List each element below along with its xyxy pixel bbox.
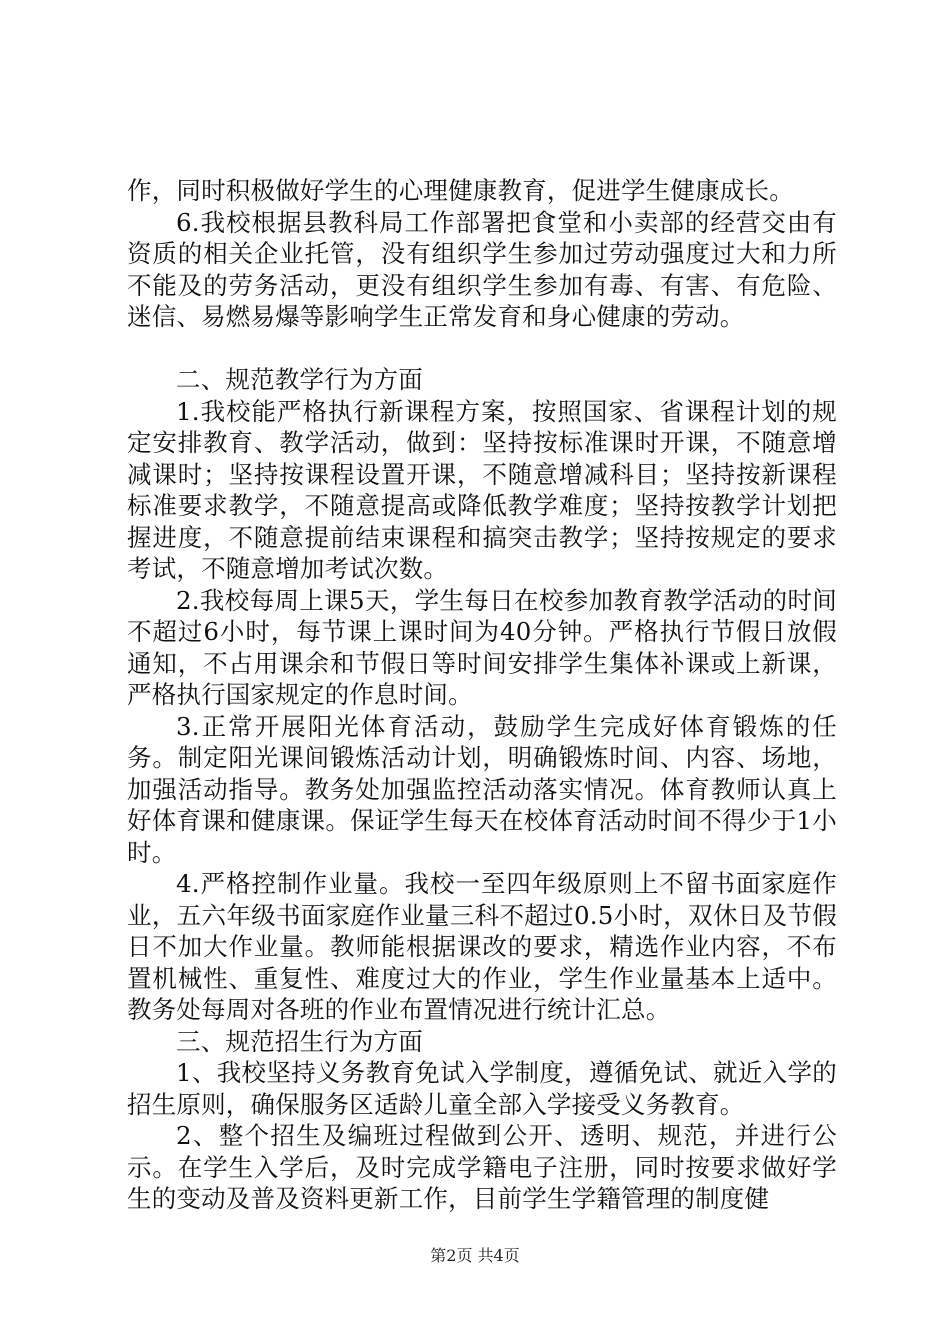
paragraph-continuation: 作，同时积极做好学生的心理健康教育，促进学生健康成长。 <box>127 176 794 205</box>
paragraph-teaching-2: 2.我校每周上课5天，学生每日在校参加教育教学活动的时间不超过6小时，每节课上课时间为40分钟。严格执行节假日放假通知，不占用课余和节假日等时间安排学生集体补课或上新课，严格执行国家规定的作息时间。 <box>127 585 837 709</box>
paragraph-item-6: 6.我校根据县教科局工作部署把食堂和小卖部的经营交由有资质的相关企业托管，没有组织学生参加过劳动强度过大和力所不能及的劳务活动，更没有组织学生参加有毒、有害、有危险、迷信、易燃易爆等影响学生正常发育和身心健康的劳动。 <box>127 207 837 331</box>
paragraph-gap <box>127 333 837 365</box>
paragraph-teaching-4: 4.严格控制作业量。我校一至四年级原则上不留书面家庭作业，五六年级书面家庭作业量三科不超过0.5小时，双休日及节假日不加大作业量。教师能根据课改的要求，精选作业内容，不布置机械性、重复性、难度过大的作业，学生作业量基本上适中。教务处每周对各班的作业布置情况进行统计汇总。 <box>127 869 837 1024</box>
section-heading-teaching: 二、规范教学行为方面 <box>176 365 423 394</box>
section-heading-enrollment: 三、规范招生行为方面 <box>176 1026 423 1056</box>
page-footer <box>0 1243 950 1266</box>
paragraph-teaching-3: 3.正常开展阳光体育活动，鼓励学生完成好体育锻炼的任务。制定阳光课间锻炼活动计划，明确锻炼时间、内容、场地，加强活动指导。教务处加强监控活动落实情况。体育教师认真上好体育课和健康课。保证学生每天在校体育活动时间不得少于1小时。 <box>127 711 837 867</box>
document-body <box>127 175 837 1215</box>
paragraph-enrollment-1: 1、我校坚持义务教育免试入学制度，遵循免试、就近入学的招生原则，确保服务区适龄儿童全部入学接受义务教育。 <box>127 1058 837 1119</box>
paragraph-enrollment-2: 2、整个招生及编班过程做到公开、透明、规范，并进行公示。在学生入学后，及时完成学籍电子注册，同时按要求做好学生的变动及普及资料更新工作，目前学生学籍管理的制度健 <box>127 1121 837 1213</box>
page-number: 第2页 共4页 <box>430 1246 520 1265</box>
paragraph-teaching-1: 1.我校能严格执行新课程方案，按照国家、省课程计划的规定安排教育、教学活动，做到：坚持按标准课时开课，不随意增减课时；坚持按课程设置开课，不随意增减科目；坚持按新课程标准要求教学，不随意提高或降低教学难度；坚持按教学计划把握进度，不随意提前结束课程和搞突击教学；坚持按规定的要求考试，不随意增加考试次数。 <box>127 396 837 583</box>
